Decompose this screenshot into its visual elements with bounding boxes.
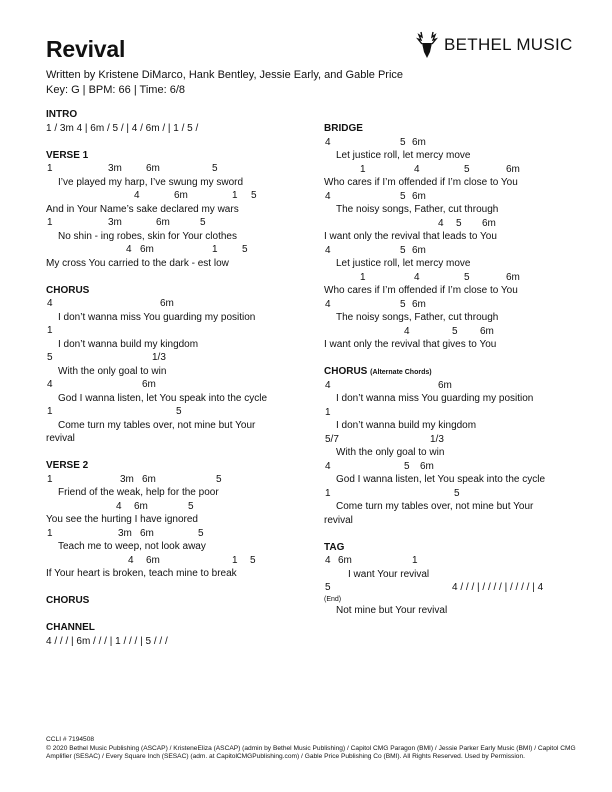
- chord-line: [46, 351, 308, 365]
- chord: 1/3: [152, 352, 166, 363]
- chord-line: [46, 500, 308, 514]
- chorus-alt-section: [324, 365, 586, 527]
- chord: 3m: [118, 527, 132, 539]
- verse-1-section: [46, 149, 308, 271]
- lyric-line: Friend of the weak, help for the poor: [58, 487, 219, 498]
- chord: 4: [325, 460, 331, 472]
- chord: 5: [452, 325, 458, 337]
- lyric-line: I want Your revival: [348, 568, 430, 580]
- chord-line: [46, 527, 308, 541]
- chord: 5/7: [325, 433, 339, 445]
- chord: 6m: [412, 298, 426, 310]
- chord: 4: [438, 217, 444, 229]
- chord: 5: [400, 190, 406, 202]
- bridge-section: [324, 122, 586, 352]
- chord-line: [324, 244, 586, 258]
- chord: 4: [325, 379, 331, 391]
- chord: 6m: [134, 500, 148, 512]
- chord: 4: [134, 190, 140, 201]
- chord-line: [46, 216, 308, 230]
- chord-line: [324, 163, 586, 177]
- chord: 3m: [108, 163, 122, 174]
- chord: 1: [47, 325, 53, 336]
- chord: 1: [47, 527, 53, 539]
- chord: 3m: [108, 217, 122, 228]
- chord: 5: [251, 190, 257, 201]
- channel-chords: 4 / / / | 6m / / / | 1 / / / | 5 / / /: [46, 635, 168, 647]
- chord: 5: [212, 163, 218, 174]
- chord: 4: [325, 298, 331, 310]
- tag-section: [324, 541, 586, 618]
- lyric-line: No shin - ing robes, skin for Your clothes: [58, 230, 237, 242]
- chord: 5: [456, 217, 462, 229]
- lyric-line: My cross You carried to the dark - est low: [46, 257, 229, 269]
- chord: 4: [128, 554, 134, 566]
- chord: 4: [414, 163, 420, 175]
- chord: 1: [412, 555, 418, 566]
- chord: 1/3: [430, 433, 444, 445]
- lyric-line: You see the hurting I have ignored: [46, 514, 198, 525]
- chord-line: [324, 433, 586, 447]
- lyric-line: I don’t wanna miss You guarding my position: [58, 311, 256, 323]
- chord: 6m: [160, 298, 174, 309]
- lyric-line: Teach me to weep, not look away: [58, 541, 206, 552]
- chord: 6m: [140, 527, 154, 539]
- chord: 6m: [412, 190, 426, 202]
- chord-line: [324, 325, 586, 339]
- chorus-section: [46, 284, 308, 446]
- verse-2-section: [46, 459, 308, 581]
- chord: 1: [360, 271, 366, 283]
- chord-line: [324, 581, 586, 595]
- chord: 4: [325, 136, 331, 148]
- section-title: CHORUS: [46, 595, 90, 606]
- chord-line: [324, 298, 586, 312]
- section-title-text: CHORUS: [324, 366, 368, 377]
- section-title: CHANNEL: [46, 622, 95, 633]
- chord: 6m: [338, 555, 352, 566]
- chord-line: [324, 271, 586, 285]
- lyric-line: Come turn my tables over, not mine but Your: [58, 419, 256, 431]
- lyric-line: I don’t wanna build my kingdom: [58, 338, 199, 350]
- chord: 5: [404, 460, 410, 472]
- chord-line: [324, 379, 586, 393]
- section-title: [324, 365, 586, 379]
- chord-line: [324, 460, 586, 474]
- lyric-line: I don’t wanna miss You guarding my position: [336, 393, 534, 404]
- chord: 4: [325, 244, 331, 256]
- ccli-number: CCLI # 7194508: [46, 736, 95, 743]
- lyric-line: The noisy songs, Father, cut through: [336, 204, 499, 215]
- chord: 5: [400, 244, 406, 256]
- chord: 4: [414, 271, 420, 283]
- chord-line: [46, 243, 308, 257]
- chord: 5: [400, 298, 406, 310]
- right-column: [324, 122, 586, 631]
- chord: 4: [404, 325, 410, 337]
- chord: 6m: [438, 379, 452, 391]
- chord: 5: [176, 406, 182, 417]
- chord: 1: [325, 406, 331, 418]
- section-title: BRIDGE: [324, 123, 363, 134]
- end-marker: (End): [324, 595, 342, 603]
- lyric-line: If Your heart is broken, teach mine to break: [46, 568, 237, 579]
- lyric-line: Come turn my tables over, not mine but Your: [336, 501, 534, 512]
- chord: 5: [200, 217, 206, 228]
- chord: 4: [325, 555, 331, 566]
- chord: 4: [47, 298, 53, 309]
- lyric-line: I don’t wanna build my kingdom: [336, 420, 477, 431]
- chord: 6m: [506, 163, 520, 175]
- chord: 4: [116, 500, 122, 512]
- lyric-line: Not mine but Your revival: [336, 604, 448, 616]
- chord-line: [324, 190, 586, 204]
- section-subtitle: (Alternate Chords): [370, 369, 432, 376]
- chord: 6m: [140, 244, 154, 255]
- intro-chords: 1 / 3m 4 | 6m / 5 / | 4 / 6m / | 1 / 5 /: [46, 122, 199, 134]
- chord-line: [46, 189, 308, 203]
- chord-line: [46, 297, 308, 311]
- chord-line: [46, 378, 308, 392]
- section-title: VERSE 2: [46, 460, 89, 471]
- chord-line: [324, 487, 586, 501]
- chord: 6m: [146, 554, 160, 566]
- chord: 1: [232, 554, 238, 566]
- chord: 1: [47, 217, 53, 228]
- chord: 6m: [412, 136, 426, 148]
- lyric-line: God I wanna listen, let You speak into the cycle: [336, 474, 546, 485]
- lyric-line: Let justice roll, let mercy move: [336, 150, 471, 161]
- lyric-line: God I wanna listen, let You speak into the cycle: [58, 392, 268, 404]
- chorus-reference: [46, 594, 308, 608]
- chord: 4 / / / | / / / / | / / / / | 4: [452, 582, 544, 593]
- chord: 1: [47, 163, 53, 174]
- chord: 6m: [482, 217, 496, 229]
- writers-line: Written by Kristene DiMarco, Hank Bentley, Jessie Early, and Gable Price: [46, 69, 404, 81]
- chord-line: [324, 217, 586, 231]
- section-title: CHORUS: [46, 284, 90, 296]
- lyric-line: With the only goal to win: [336, 447, 445, 458]
- chord: 6m: [480, 325, 494, 337]
- chord: 5: [454, 487, 460, 499]
- lyric-line: revival: [46, 433, 75, 444]
- chord-line: [324, 554, 586, 568]
- left-column: [46, 108, 308, 662]
- song-title: Revival: [46, 36, 126, 62]
- chord: 1: [47, 406, 53, 417]
- lyric-line: I’ve played my harp, I’ve swung my sword: [58, 176, 244, 188]
- lyric-line: And in Your Name’s sake declared my wars: [46, 203, 239, 215]
- bethel-music-logo: [416, 30, 573, 60]
- chord-line: [324, 136, 586, 150]
- chord: 5: [400, 136, 406, 148]
- chord: 5: [216, 473, 222, 485]
- chord: 4: [126, 244, 132, 255]
- chord: 6m: [174, 190, 188, 201]
- lyric-line: Let justice roll, let mercy move: [336, 258, 471, 269]
- chord-line: [324, 406, 586, 420]
- chord: 3m: [120, 473, 134, 485]
- logo-text: BETHEL MUSIC: [444, 35, 573, 54]
- chord: 5: [242, 244, 248, 255]
- chord: 1: [360, 163, 366, 175]
- chord-line: [46, 405, 308, 419]
- chord: 1: [325, 487, 331, 499]
- channel-section: [46, 621, 308, 648]
- chord-line: [46, 473, 308, 487]
- chord: 4: [325, 190, 331, 202]
- section-title: TAG: [324, 541, 345, 553]
- chord-line: [46, 162, 308, 176]
- chord: 5: [325, 582, 331, 593]
- lyric-line: Who cares if I’m offended if I’m close to You: [324, 285, 518, 296]
- section-title: INTRO: [46, 109, 78, 120]
- lyric-line: I want only the revival that gives to You: [324, 339, 497, 350]
- chord: 5: [198, 527, 204, 539]
- key-bpm-time: Key: G | BPM: 66 | Time: 6/8: [46, 84, 185, 96]
- chord: 6m: [420, 460, 434, 472]
- chord: 6m: [142, 473, 156, 485]
- chord: 5: [464, 163, 470, 175]
- deer-head-icon: [416, 30, 438, 60]
- lyric-line: revival: [324, 514, 353, 526]
- chord: 1: [47, 473, 53, 485]
- chord-line: [46, 324, 308, 338]
- chord: 1: [212, 244, 218, 255]
- intro-section: [46, 108, 308, 135]
- chord: 5: [47, 352, 53, 363]
- chord-line: [46, 554, 308, 568]
- section-title: VERSE 1: [46, 149, 89, 161]
- lyric-line: The noisy songs, Father, cut through: [336, 312, 499, 323]
- lyric-line: I want only the revival that leads to You: [324, 231, 497, 242]
- chord: 6m: [146, 163, 160, 174]
- chord: 4: [47, 379, 53, 390]
- chord: 6m: [156, 217, 170, 228]
- chord: 5: [188, 500, 194, 512]
- chord: 6m: [142, 379, 156, 390]
- lyric-line: Who cares if I’m offended if I’m close to You: [324, 177, 518, 188]
- chord: 5: [250, 554, 256, 566]
- lyric-line: With the only goal to win: [58, 365, 167, 377]
- copyright-footer: [46, 736, 576, 762]
- chord: 5: [464, 271, 470, 283]
- chord: 6m: [412, 244, 426, 256]
- chord: 1: [232, 190, 238, 201]
- chord: 6m: [506, 271, 520, 283]
- copyright-text: © 2020 Bethel Music Publishing (ASCAP) / KristeneEliza (ASCAP) (admin by Bethel Music Publishing) / Capitol CMG Paragon (BMI) / Jessie Parker Early Music (BMI) / Capitol CMG Amplifier (SESAC) / Every Square Inch (SESAC) (adm. at CapitolCMGPublishing.com) / Gable Price Publishing Co (BMI). All Rights Reserved. Used by Permission.: [46, 744, 576, 761]
